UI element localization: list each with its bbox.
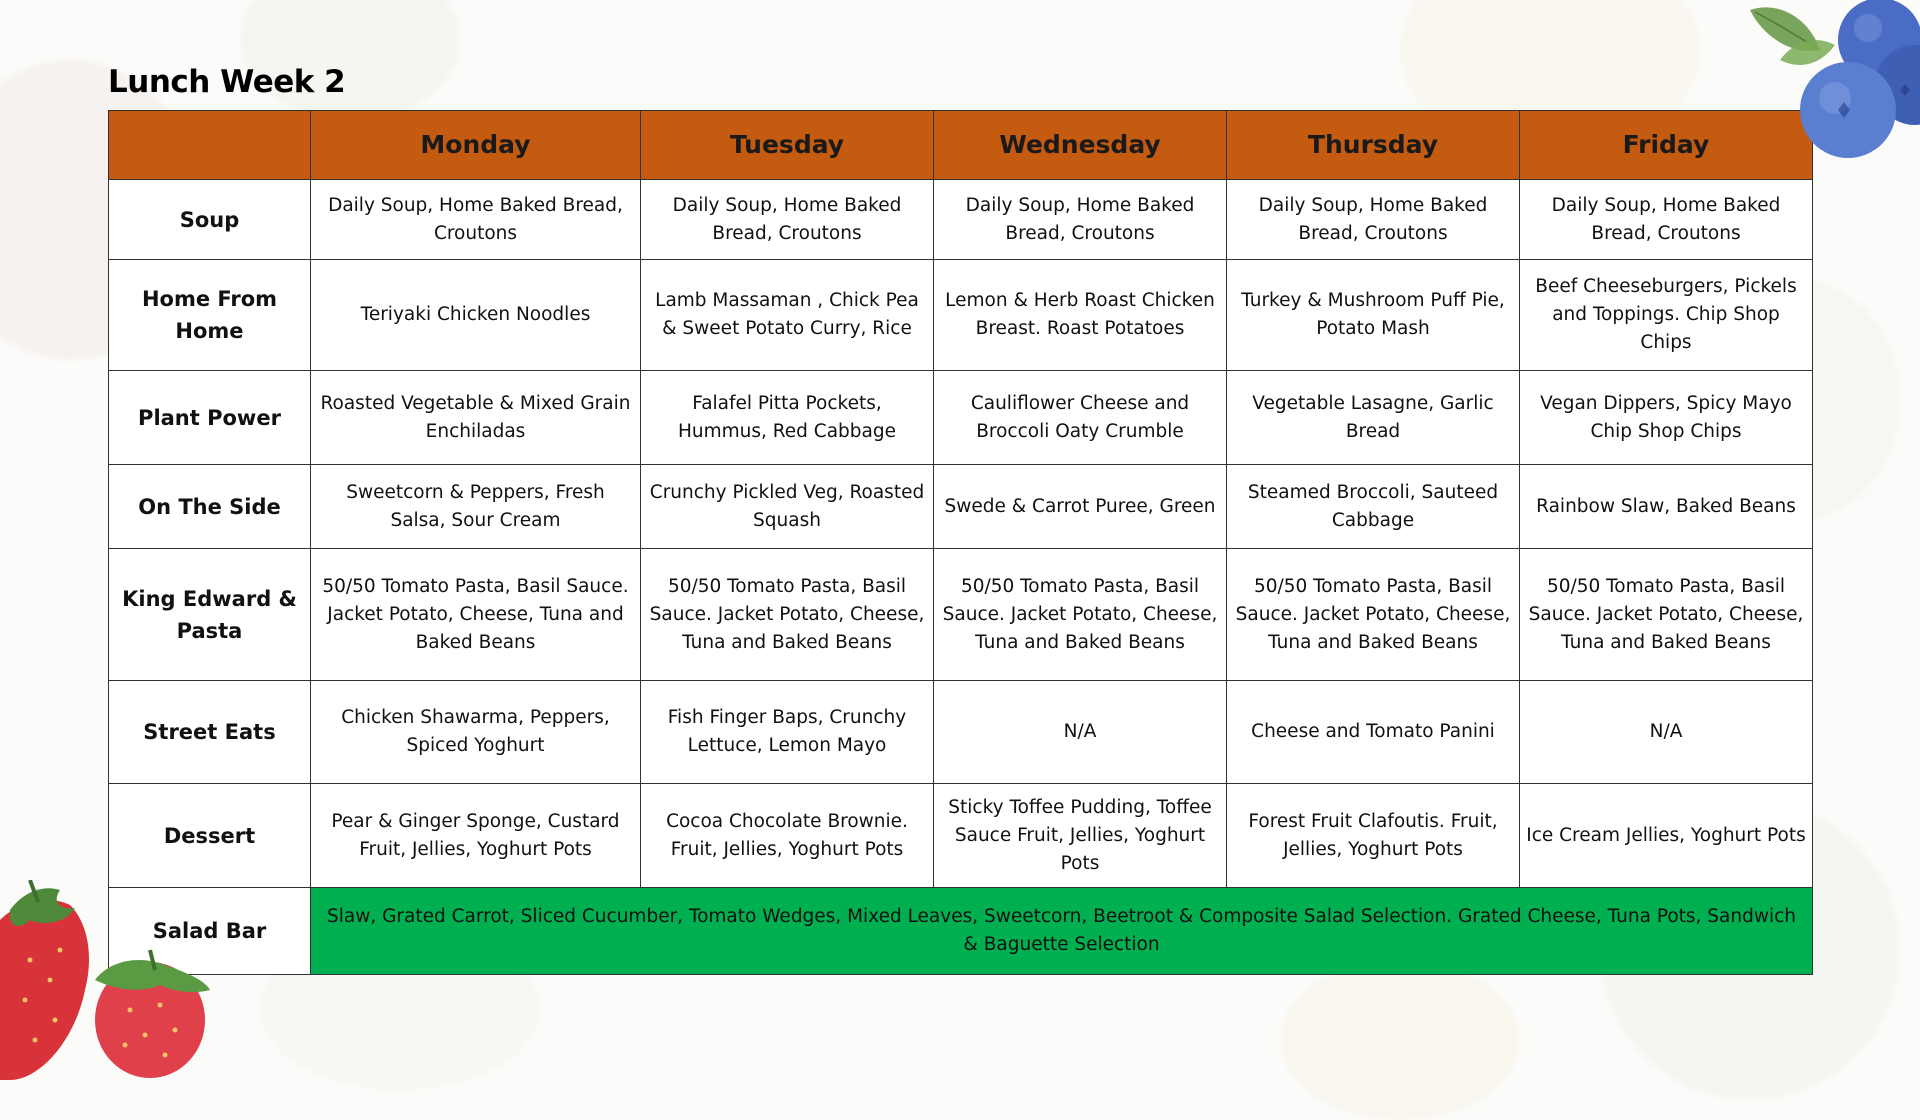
day-header-wednesday: Wednesday — [934, 111, 1227, 180]
menu-cell: Forest Fruit Clafoutis. Fruit, Jellies, Yoghurt Pots — [1227, 784, 1520, 888]
strawberries-illustration — [0, 880, 210, 1080]
menu-row-street-eats — [109, 681, 1813, 784]
menu-cell: Crunchy Pickled Veg, Roasted Squash — [641, 465, 934, 549]
menu-cell: Vegan Dippers, Spicy Mayo Chip Shop Chips — [1520, 371, 1813, 465]
day-header-friday: Friday — [1520, 111, 1813, 180]
menu-cell: Daily Soup, Home Baked Bread, Croutons — [934, 180, 1227, 260]
page-title: Lunch Week 2 — [108, 64, 346, 100]
category-label: Dessert — [109, 784, 311, 888]
menu-cell: Turkey & Mushroom Puff Pie, Potato Mash — [1227, 260, 1520, 371]
header-row — [109, 111, 1813, 180]
menu-cell: Sticky Toffee Pudding, Toffee Sauce Fruit, Jellies, Yoghurt Pots — [934, 784, 1227, 888]
background-wash — [1280, 960, 1520, 1120]
menu-row-on-the-side — [109, 465, 1813, 549]
menu-cell: Swede & Carrot Puree, Green — [934, 465, 1227, 549]
category-label: Salad Bar — [109, 888, 311, 975]
menu-row-home-from-home — [109, 260, 1813, 371]
menu-cell: Vegetable Lasagne, Garlic Bread — [1227, 371, 1520, 465]
menu-cell: 50/50 Tomato Pasta, Basil Sauce. Jacket Potato, Cheese, Tuna and Baked Beans — [1227, 549, 1520, 681]
menu-cell: Lamb Massaman , Chick Pea & Sweet Potato Curry, Rice — [641, 260, 934, 371]
menu-cell: Rainbow Slaw, Baked Beans — [1520, 465, 1813, 549]
menu-cell: Sweetcorn & Peppers, Fresh Salsa, Sour Cream — [311, 465, 641, 549]
day-header-tuesday: Tuesday — [641, 111, 934, 180]
category-label: Home From Home — [109, 260, 311, 371]
menu-cell: N/A — [1520, 681, 1813, 784]
menu-cell: Daily Soup, Home Baked Bread, Croutons — [1227, 180, 1520, 260]
menu-row-salad-bar — [109, 888, 1813, 975]
menu-row-king-edward-pasta — [109, 549, 1813, 681]
category-label: Plant Power — [109, 371, 311, 465]
category-label: King Edward & Pasta — [109, 549, 311, 681]
menu-cell: Lemon & Herb Roast Chicken Breast. Roast Potatoes — [934, 260, 1227, 371]
menu-cell: Steamed Broccoli, Sauteed Cabbage — [1227, 465, 1520, 549]
blueberries-illustration — [1740, 0, 1920, 170]
menu-cell: Daily Soup, Home Baked Bread, Croutons — [1520, 180, 1813, 260]
menu-cell: Chicken Shawarma, Peppers, Spiced Yoghurt — [311, 681, 641, 784]
menu-row-soup — [109, 180, 1813, 260]
menu-cell: Fish Finger Baps, Crunchy Lettuce, Lemon Mayo — [641, 681, 934, 784]
menu-cell: Cocoa Chocolate Brownie. Fruit, Jellies, Yoghurt Pots — [641, 784, 934, 888]
menu-cell: 50/50 Tomato Pasta, Basil Sauce. Jacket Potato, Cheese, Tuna and Baked Beans — [1520, 549, 1813, 681]
menu-cell: Pear & Ginger Sponge, Custard Fruit, Jellies, Yoghurt Pots — [311, 784, 641, 888]
day-header-thursday: Thursday — [1227, 111, 1520, 180]
menu-cell: Ice Cream Jellies, Yoghurt Pots — [1520, 784, 1813, 888]
menu-cell: Daily Soup, Home Baked Bread, Croutons — [311, 180, 641, 260]
menu-cell: Falafel Pitta Pockets, Hummus, Red Cabbage — [641, 371, 934, 465]
menu-cell: N/A — [934, 681, 1227, 784]
header-corner-cell — [109, 111, 311, 180]
menu-cell: Daily Soup, Home Baked Bread, Croutons — [641, 180, 934, 260]
menu-cell: 50/50 Tomato Pasta, Basil Sauce. Jacket Potato, Cheese, Tuna and Baked Beans — [934, 549, 1227, 681]
background-wash — [240, 0, 460, 120]
menu-cell: Beef Cheeseburgers, Pickels and Toppings. Chip Shop Chips — [1520, 260, 1813, 371]
menu-row-dessert — [109, 784, 1813, 888]
menu-cell: Cheese and Tomato Panini — [1227, 681, 1520, 784]
menu-row-plant-power — [109, 371, 1813, 465]
menu-cell: Roasted Vegetable & Mixed Grain Enchiladas — [311, 371, 641, 465]
menu-cell: Teriyaki Chicken Noodles — [311, 260, 641, 371]
category-label: Soup — [109, 180, 311, 260]
menu-cell: 50/50 Tomato Pasta, Basil Sauce. Jacket Potato, Cheese, Tuna and Baked Beans — [641, 549, 934, 681]
lunch-menu-table — [108, 110, 1813, 975]
day-header-monday: Monday — [311, 111, 641, 180]
salad-bar-cell: Slaw, Grated Carrot, Sliced Cucumber, Tomato Wedges, Mixed Leaves, Sweetcorn, Beetroot & Composite Salad Selection. Grated Cheese, Tuna Pots, Sandwich & Baguette Selection — [311, 888, 1813, 975]
menu-cell: Cauliflower Cheese and Broccoli Oaty Crumble — [934, 371, 1227, 465]
category-label: Street Eats — [109, 681, 311, 784]
category-label: On The Side — [109, 465, 311, 549]
menu-cell: 50/50 Tomato Pasta, Basil Sauce. Jacket Potato, Cheese, Tuna and Baked Beans — [311, 549, 641, 681]
